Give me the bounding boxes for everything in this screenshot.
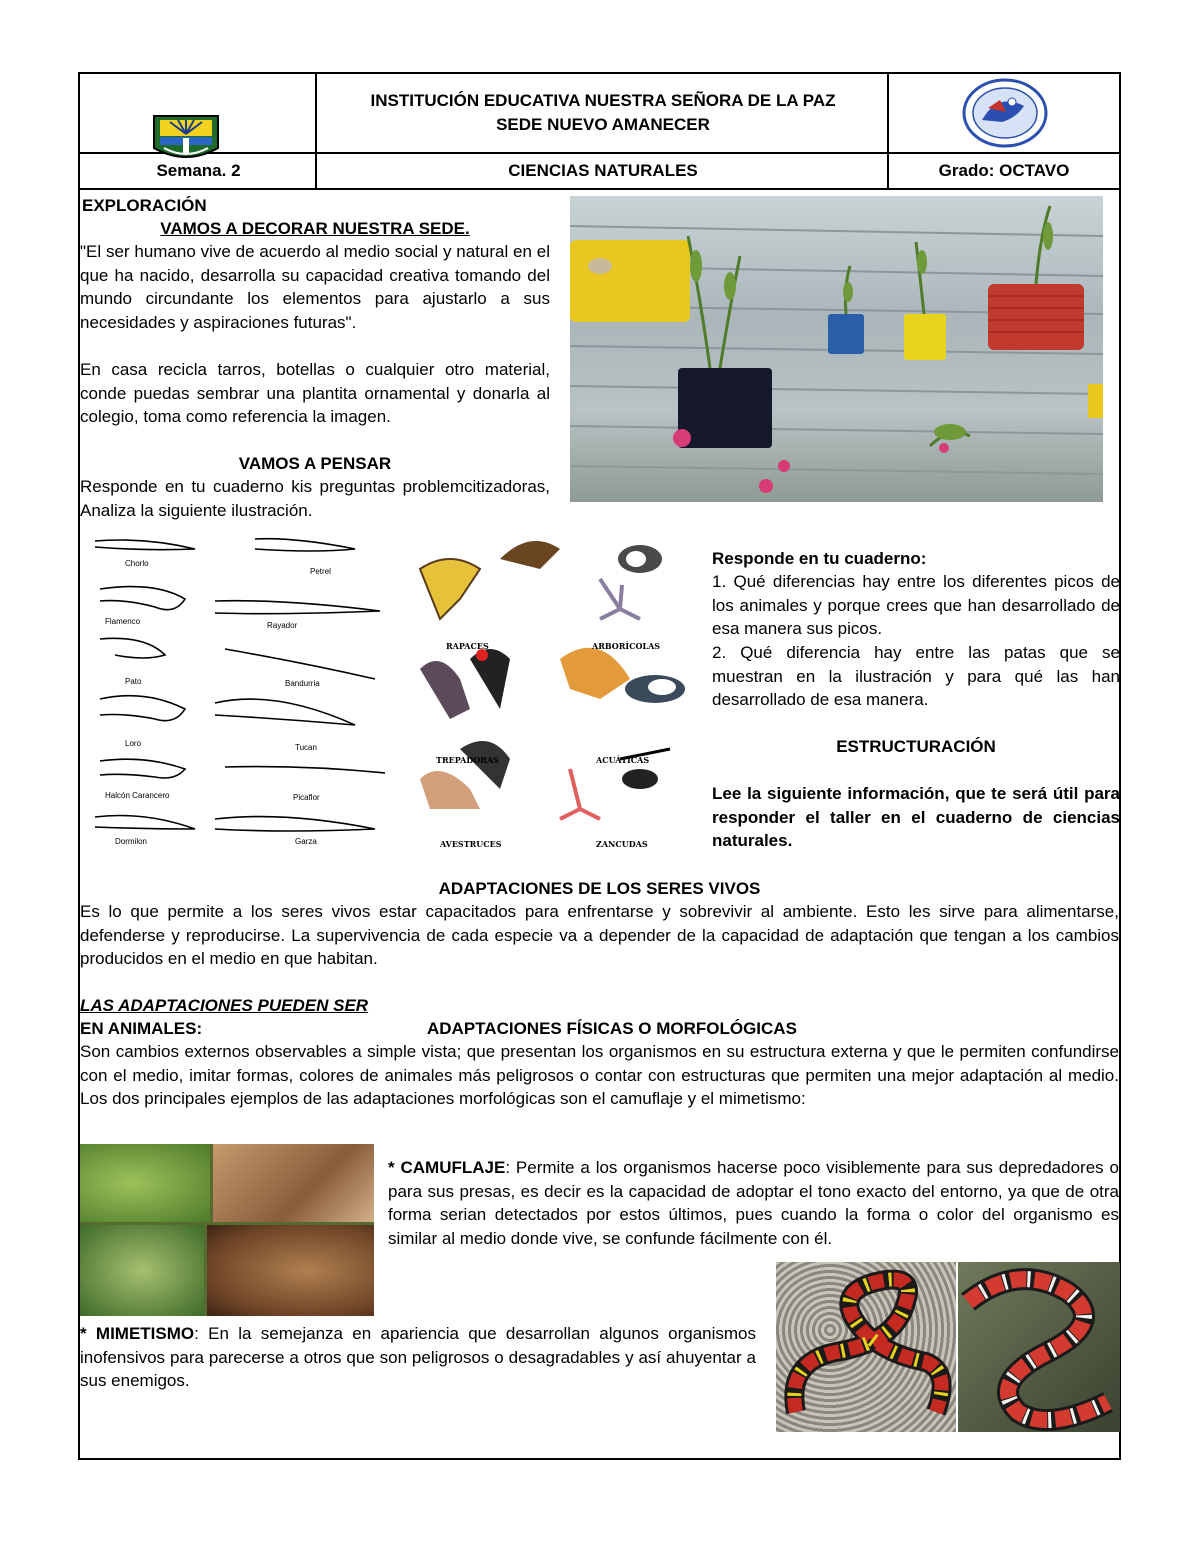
subject-label: CIENCIAS NATURALES <box>508 161 698 180</box>
adaptations-text: Es lo que permite a los seres vivos estar capacitados para enfrentarse y sobrevivir al ambiente. Esto les sirve para alimentarse, defenderse y reproducirse. La supervivencia de cada especie va a depender de la capacidad de adaptación que tengan a los cambios producidos en el medio en que habitan. <box>80 902 1119 968</box>
beak-label-loro: Loro <box>125 739 142 748</box>
physical-adaptations-text: Son cambios externos observables a simple vista; que presentan los organismos en su estructura externa y que le permiten confundirse con el medio, imitar formas, colores de animales más peligrosos o contar con estructuras que permiten una mejor adaptación al medio. Los dos principales ejemplos de las adaptaciones morfológicas son el camuflaje y el mimetismo: <box>80 1042 1119 1108</box>
question-1: 1. Qué diferencias hay entre los diferentes picos de los animales y porque crees que han desarrollado de esa manera sus picos. <box>712 572 1120 638</box>
camouflage-term: * CAMUFLAJE <box>388 1158 506 1177</box>
camouflage-photo-leaf-moth <box>207 1225 374 1316</box>
header-bottom-border <box>80 188 1119 190</box>
exploration-heading-text: EXPLORACIÓN <box>82 196 207 215</box>
adaptations-can-be: LAS ADAPTACIONES PUEDEN SER <box>80 996 369 1015</box>
camouflage-definition: : Permite a los organismos hacerse poco visiblemente para sus depredadores o para sus presas, es decir es la capacidad de adoptar el tono exacto del entorno, ya que de otra forma serian detectados por estos últimos, pues cuando la forma o color del organismo es similar al medio donde vive, se confunde fácilmente con él. <box>388 1158 1119 1248</box>
in-animals-label: EN ANIMALES: <box>80 1019 203 1038</box>
adaptations-heading: ADAPTACIONES DE LOS SERES VIVOS <box>438 879 761 898</box>
feet-drawing <box>400 529 694 851</box>
hanging-pots-illustration <box>570 196 1103 502</box>
header-table <box>80 74 1119 188</box>
beak-label-bandurria: Bandurria <box>285 679 320 688</box>
beaks-drawing <box>85 529 385 849</box>
beak-label-pato: Pato <box>125 677 142 686</box>
think-text: Responde en tu cuaderno kis preguntas problemcitizadoras, Analiza la siguiente ilustración. <box>80 477 550 520</box>
beak-label-petrel: Petrel <box>310 567 331 576</box>
exploration-heading <box>82 194 207 218</box>
beak-label-dormilon: Dormilon <box>115 837 148 846</box>
institution-line1: INSTITUCIÓN EDUCATIVA NUESTRA SEÑORA DE LA PAZ <box>370 91 836 110</box>
grade-label: Grado: OCTAVO <box>938 161 1070 180</box>
feet-label-acuaticas: ACUÁTICAS <box>596 755 650 765</box>
structuring-heading: ESTRUCTURACIÓN <box>836 737 996 756</box>
feet-label-rapaces: RAPACES <box>446 641 489 651</box>
bird-feet-illustration <box>400 529 694 851</box>
mimicry-definition: : En la semejanza en apariencia que desarrollan algunos organismos inofensivos para parecerse a otros que son peligrosos o desagradables y así ahuyentar a sus enemigos. <box>80 1324 756 1390</box>
exploration-instruction: En casa recicla tarros, botellas o cualquier otro material, conde puedas sembrar una plantita ornamental y donarla al colegio, toma como referencia la imagen. <box>80 360 550 426</box>
camouflage-collage <box>80 1144 374 1316</box>
beak-label-flamenco: Flamenco <box>105 617 141 626</box>
coral-snake-drawing <box>776 1262 956 1432</box>
snakes-photo <box>776 1262 1120 1432</box>
milk-snake-drawing <box>958 1262 1120 1432</box>
feet-label-zancudas: ZANCUDAS <box>596 839 648 849</box>
feet-label-arboricolas: ARBORÍCOLAS <box>592 641 661 651</box>
institution-title <box>317 74 889 152</box>
week-label: Semana. 2 <box>156 161 241 180</box>
worksheet-page <box>78 72 1121 1460</box>
questions-heading: Responde en tu cuaderno: <box>712 549 927 568</box>
beak-label-garza: Garza <box>295 837 317 846</box>
feet-label-avestruces: AVESTRUCES <box>440 839 502 849</box>
institution-line2: SEDE NUEVO AMANECER <box>496 115 710 134</box>
beak-label-halcon: Halcón Carancero <box>105 791 170 800</box>
exploration-quote: "El ser humano vive de acuerdo al medio social y natural en el que ha nacido, desarrolla su capacidad creativa tomando del mundo circundante los elementos para ajustarlo a sus necesidades y aspiraciones futuras". <box>80 242 550 332</box>
mimicry-paragraph <box>80 1322 756 1393</box>
camouflage-paragraph <box>388 1156 1119 1250</box>
camouflage-photo-leaf-insect <box>80 1144 210 1222</box>
feet-label-trepadoras: TREPADORAS <box>436 755 499 765</box>
hanging-pots-photo <box>570 196 1103 502</box>
camouflage-photo-stick-insect <box>213 1144 374 1222</box>
physical-adaptations-heading: ADAPTACIONES FÍSICAS O MORFOLÓGICAS <box>427 1019 797 1038</box>
structuring-text: Lee la siguiente información, que te será útil para responder el taller en el cuaderno de ciencias naturales. <box>712 784 1120 850</box>
mimicry-term: * MIMETISMO <box>80 1324 195 1343</box>
exploration-subheading: VAMOS A DECORAR NUESTRA SEDE. <box>160 219 470 238</box>
coral-snake-photo <box>776 1262 956 1432</box>
beak-label-picaflor: Picaflor <box>293 793 320 802</box>
beak-label-tucan: Tucan <box>295 743 317 752</box>
milk-snake-photo <box>958 1262 1120 1432</box>
bird-beaks-illustration <box>85 529 385 849</box>
institution-seal-logo <box>962 78 1048 148</box>
camouflage-photo-chameleon <box>80 1225 204 1316</box>
think-heading: VAMOS A PENSAR <box>238 454 392 473</box>
beak-label-chorlo: Chorlo <box>125 559 149 568</box>
beak-label-rayador: Rayador <box>267 621 298 630</box>
question-2: 2. Qué diferencia hay entre las patas que se muestran en la ilustración y para qué las han desarrollado de esa manera. <box>712 643 1120 709</box>
